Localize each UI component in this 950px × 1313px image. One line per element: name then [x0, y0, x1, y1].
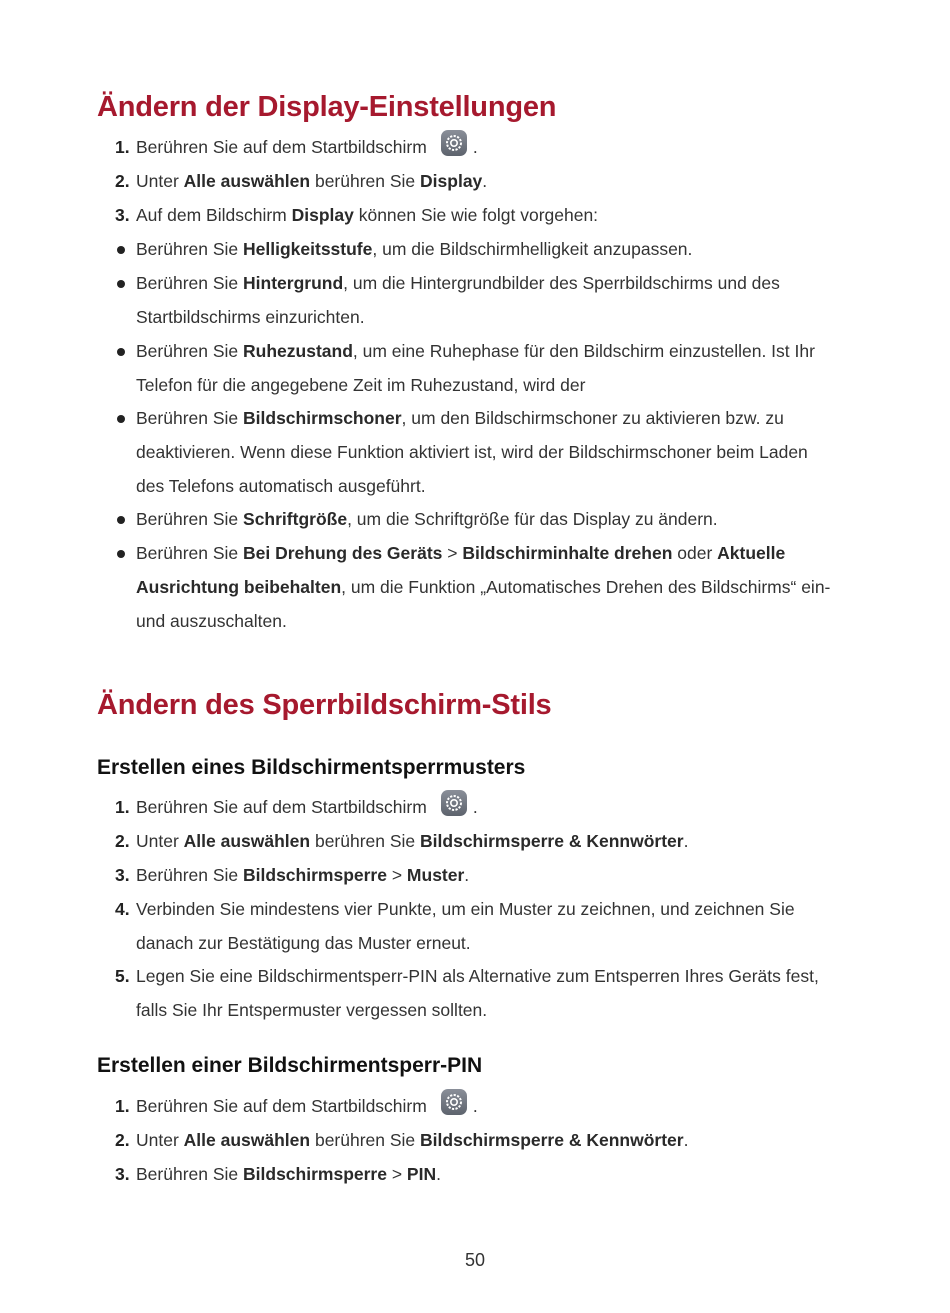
- step-text: Berühren Sie auf dem Startbildschirm: [136, 797, 427, 817]
- ui-term: Helligkeitsstufe: [243, 239, 373, 259]
- ui-term: Bildschirmsperre & Kennwörter: [420, 831, 684, 851]
- ui-term: Bildschirmschoner: [243, 408, 402, 428]
- step-text: .: [683, 831, 689, 851]
- bullet-dot: [117, 280, 125, 288]
- settings-gear-icon: [441, 1089, 467, 1115]
- bullet-dot: [117, 550, 125, 558]
- step-text: Berühren Sie auf dem Startbildschirm: [136, 137, 427, 157]
- bullet-text: Berühren Sie: [136, 543, 244, 563]
- pattern-step-5: [115, 959, 835, 1027]
- bullet-screensaver: [115, 401, 835, 503]
- ui-term: Display: [420, 171, 483, 191]
- bullet-dot: [117, 415, 125, 423]
- step-text: >: [386, 865, 407, 885]
- step-text: berühren Sie: [310, 171, 421, 191]
- step-text: Berühren Sie: [136, 1164, 244, 1184]
- step-text: Berühren Sie: [136, 865, 244, 885]
- pattern-step-1: [115, 790, 835, 824]
- ui-term: Aktuelle Ausrichtung beibehalten: [136, 543, 786, 597]
- ui-term: Hintergrund: [243, 273, 344, 293]
- step-number: 5.: [115, 966, 130, 986]
- step-text: Unter: [136, 1130, 184, 1150]
- step-number: 1.: [115, 137, 130, 157]
- step-text: .: [436, 1164, 441, 1184]
- step-number: 2.: [115, 831, 130, 851]
- bullet-text: oder: [672, 543, 718, 563]
- step-text: Legen Sie eine Bildschirmentsperr-PIN als Alternative zum Entsperren Ihres Geräts fest, falls Sie Ihr Entspermuster vergessen sollten.: [136, 966, 819, 1020]
- display-step-3: [115, 198, 835, 232]
- ui-term: Alle auswählen: [183, 171, 311, 191]
- step-text: >: [386, 1164, 407, 1184]
- display-step-2: [115, 164, 835, 198]
- step-number: 3.: [115, 865, 130, 885]
- ui-term: Schriftgröße: [243, 509, 348, 529]
- step-text: berühren Sie: [310, 831, 421, 851]
- page-number: 50: [464, 1250, 486, 1270]
- step-number: 1.: [115, 1096, 130, 1116]
- step-number: 4.: [115, 899, 130, 919]
- bullet-text: Berühren Sie: [136, 408, 244, 428]
- section-title-display-settings: Ändern der Display-Einstellungen: [97, 91, 557, 123]
- pin-step-1: [115, 1089, 835, 1123]
- bullet-brightness: [115, 232, 835, 266]
- pin-step-2: [115, 1123, 835, 1157]
- step-number: 2.: [115, 171, 130, 191]
- bullet-text: , um die Schriftgröße für das Display zu ändern.: [347, 509, 718, 529]
- bullet-wallpaper: [115, 266, 835, 334]
- step-text: Auf dem Bildschirm: [136, 205, 292, 225]
- ui-term: Ruhezustand: [243, 341, 353, 361]
- ui-term: Bildschirmsperre: [243, 1164, 387, 1184]
- display-step-1: [115, 130, 835, 164]
- step-text: Unter: [136, 831, 184, 851]
- step-text: berühren Sie: [310, 1130, 421, 1150]
- ui-term: Bildschirmsperre & Kennwörter: [420, 1130, 684, 1150]
- ui-term: Bildschirminhalte drehen: [462, 543, 673, 563]
- bullet-text: , um die Bildschirmhelligkeit anzupassen.: [372, 239, 693, 259]
- section-title-lock-screen-style: Ändern des Sperrbildschirm-Stils: [97, 689, 552, 721]
- step-text-end: .: [472, 1096, 478, 1116]
- step-text: Verbinden Sie mindestens vier Punkte, um ein Muster zu zeichnen, und zeichnen Sie danach zur Bestätigung das Muster erneut.: [136, 899, 795, 953]
- step-text: .: [482, 171, 488, 191]
- bullet-text: >: [442, 543, 463, 563]
- ui-term: Muster: [406, 865, 465, 885]
- step-text: .: [683, 1130, 689, 1150]
- step-number: 1.: [115, 797, 130, 817]
- step-text: Berühren Sie auf dem Startbildschirm: [136, 1096, 427, 1116]
- settings-gear-icon: [441, 790, 467, 816]
- pattern-step-2: [115, 824, 835, 858]
- bullet-dot: [117, 348, 125, 356]
- step-text-end: .: [472, 137, 478, 157]
- ui-term: Alle auswählen: [183, 1130, 311, 1150]
- bullet-text: , um die Hintergrundbilder des Sperrbildschirms und des Startbildschirms einzurichten.: [136, 273, 780, 327]
- subheading-unlock-pattern: Erstellen eines Bildschirmentsperrmusters: [97, 756, 526, 779]
- bullet-rotation: [115, 536, 835, 638]
- bullet-text: Berühren Sie: [136, 341, 244, 361]
- bullet-dot: [117, 516, 125, 524]
- ui-term: Alle auswählen: [183, 831, 311, 851]
- bullet-dot: [117, 246, 125, 254]
- step-number: 2.: [115, 1130, 130, 1150]
- step-text-end: .: [472, 797, 478, 817]
- bullet-text: , um die Funktion „Automatisches Drehen des Bildschirms“ ein- und auszuschalten.: [136, 577, 831, 631]
- ui-term: Display: [291, 205, 354, 225]
- bullet-text: , um den Bildschirmschoner zu aktivieren bzw. zu deaktivieren. Wenn diese Funktion aktiviert ist, wird der Bildschirmschoner beim Laden des Telefons automatisch ausgeführt.: [136, 408, 808, 496]
- ui-term: Bei Drehung des Geräts: [243, 543, 443, 563]
- ui-term: Bildschirmsperre: [243, 865, 387, 885]
- step-text: können Sie wie folgt vorgehen:: [353, 205, 599, 225]
- settings-gear-icon: [441, 130, 467, 156]
- step-number: 3.: [115, 205, 130, 225]
- bullet-text: Berühren Sie: [136, 239, 244, 259]
- bullet-font-size: [115, 502, 835, 536]
- ui-term: PIN: [406, 1164, 437, 1184]
- pattern-step-3: [115, 858, 835, 892]
- bullet-sleep: [115, 334, 835, 402]
- step-text: .: [464, 865, 470, 885]
- bullet-text: Berühren Sie: [136, 509, 244, 529]
- bullet-text: Berühren Sie: [136, 273, 244, 293]
- pattern-step-4: [115, 892, 835, 960]
- step-number: 3.: [115, 1164, 130, 1184]
- subheading-unlock-pin: Erstellen einer Bildschirmentsperr-PIN: [97, 1054, 483, 1077]
- step-text: Unter: [136, 171, 184, 191]
- pin-step-3: [115, 1157, 835, 1191]
- bullet-text: , um eine Ruhephase für den Bildschirm einzustellen. Ist Ihr Telefon für die angegebene Zeit im Ruhezustand, wird der: [136, 341, 815, 395]
